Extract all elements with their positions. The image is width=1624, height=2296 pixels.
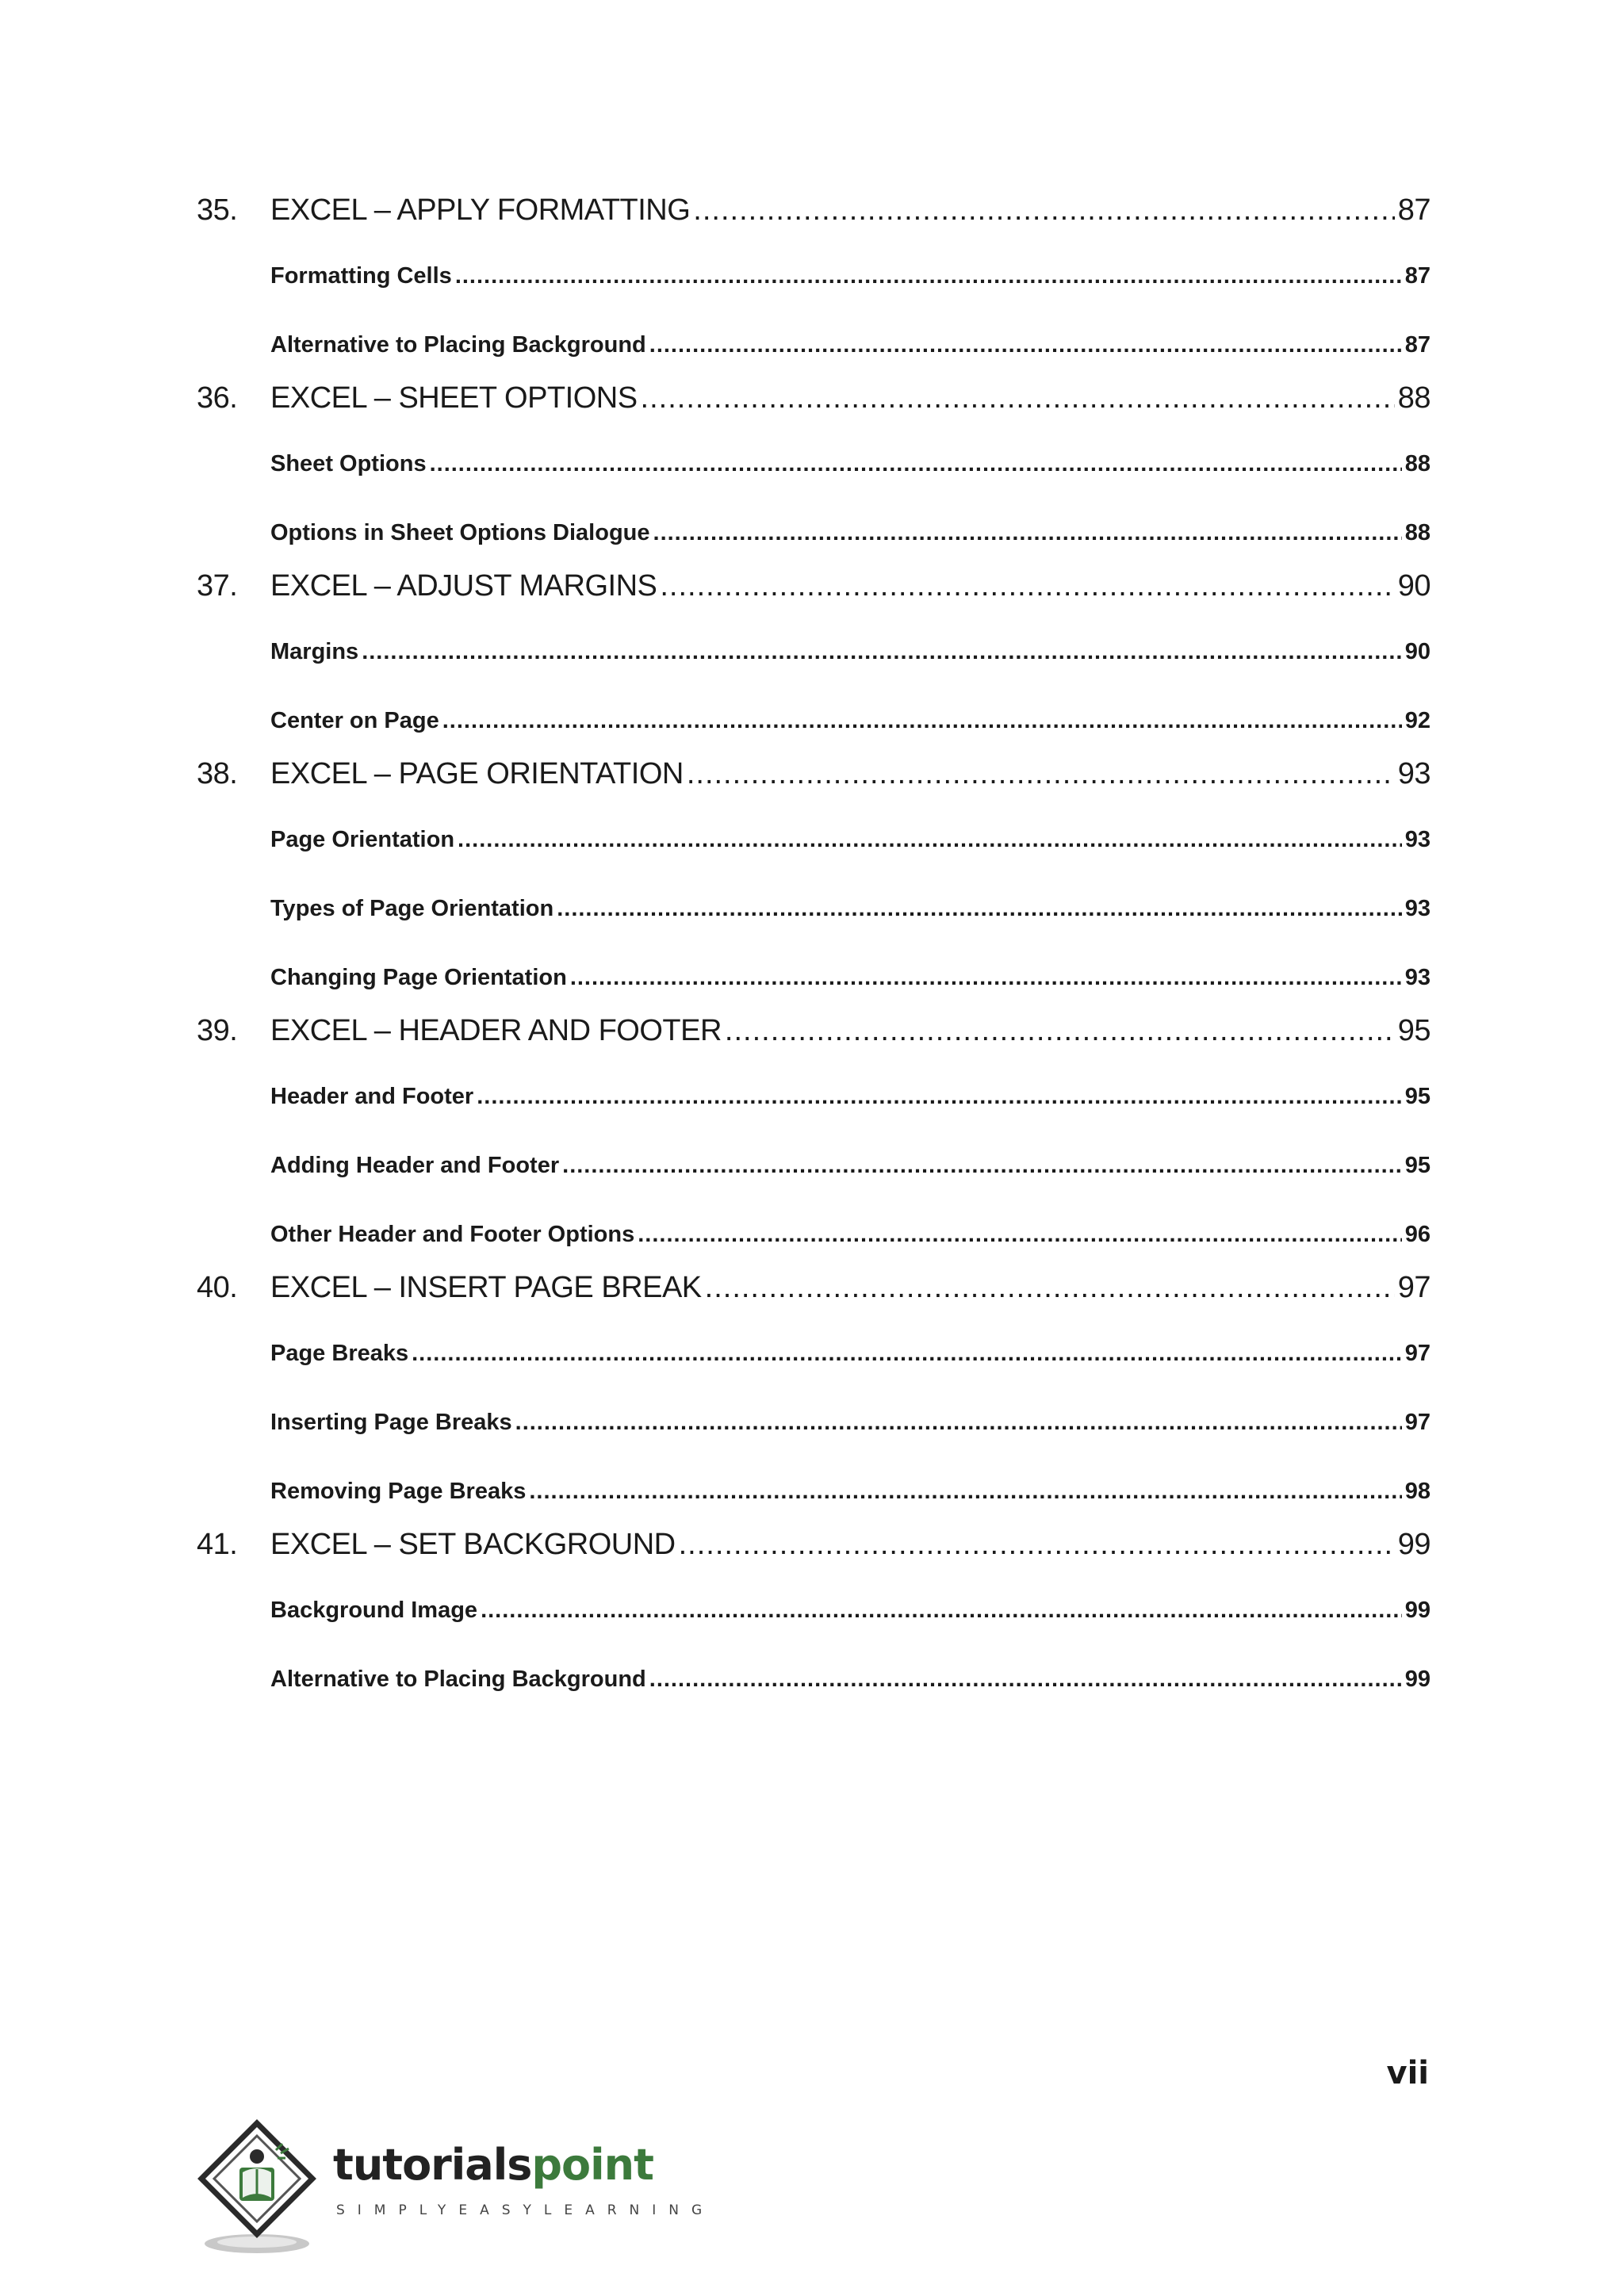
dot-leader xyxy=(529,1479,1401,1505)
section-page-number: 93 xyxy=(1404,827,1431,852)
section-title: Alternative to Placing Background xyxy=(270,332,646,358)
section-page-number: 90 xyxy=(1404,639,1431,664)
section-title: Center on Page xyxy=(270,708,439,733)
toc-chapter[interactable] xyxy=(197,569,1431,617)
section-title: Sheet Options xyxy=(270,451,427,476)
toc-section[interactable] xyxy=(270,639,1431,671)
dot-leader xyxy=(412,1341,1402,1367)
toc-section[interactable] xyxy=(270,1598,1431,1629)
toc-section[interactable] xyxy=(270,1084,1431,1115)
chapter-number: 41. xyxy=(197,1528,238,1561)
dot-leader xyxy=(430,451,1402,477)
toc-chapter[interactable] xyxy=(197,193,1431,241)
dot-leader xyxy=(641,381,1395,415)
section-page-number: 88 xyxy=(1404,520,1431,545)
dot-leader xyxy=(515,1410,1402,1436)
toc-section[interactable] xyxy=(270,1222,1431,1253)
dot-leader xyxy=(649,1667,1402,1693)
dot-leader xyxy=(687,757,1395,791)
section-title: Header and Footer xyxy=(270,1084,474,1109)
section-page-number: 97 xyxy=(1404,1410,1431,1435)
section-page-number: 99 xyxy=(1404,1598,1431,1623)
section-title: Options in Sheet Options Dialogue xyxy=(270,520,650,545)
section-page-number: 92 xyxy=(1404,708,1431,733)
section-title: Types of Page Orientation xyxy=(270,896,554,921)
dot-leader xyxy=(442,708,1402,734)
toc-chapter[interactable] xyxy=(197,1528,1431,1575)
section-page-number: 93 xyxy=(1404,896,1431,921)
chapter-page-number: 90 xyxy=(1397,569,1431,603)
section-page-number: 95 xyxy=(1404,1084,1431,1109)
table-of-contents xyxy=(197,193,1431,1698)
chapter-number: 37. xyxy=(197,569,238,603)
dot-leader xyxy=(362,639,1402,665)
toc-section[interactable] xyxy=(270,1341,1431,1372)
chapter-number: 35. xyxy=(197,193,238,227)
section-page-number: 87 xyxy=(1404,332,1431,358)
toc-section[interactable] xyxy=(270,332,1431,364)
dot-leader xyxy=(455,263,1402,289)
section-page-number: 87 xyxy=(1404,263,1431,289)
section-page-number: 99 xyxy=(1404,1667,1431,1692)
dot-leader xyxy=(477,1084,1402,1110)
logo-wordmark xyxy=(333,2140,653,2190)
chapter-page-number: 87 xyxy=(1397,193,1431,227)
dot-leader xyxy=(705,1271,1395,1305)
chapter-number: 39. xyxy=(197,1014,238,1047)
logo-tagline: SIMPLYEASYLEARNING xyxy=(336,2202,715,2218)
toc-chapter[interactable] xyxy=(197,1271,1431,1318)
chapter-page-number: 93 xyxy=(1397,757,1431,790)
dot-leader xyxy=(562,1153,1402,1179)
logo-word-tutorials: tutorials xyxy=(333,2140,532,2190)
chapter-title: EXCEL – INSERT PAGE BREAK xyxy=(270,1271,702,1304)
section-page-number: 97 xyxy=(1404,1341,1431,1366)
chapter-page-number: 97 xyxy=(1397,1271,1431,1304)
section-page-number: 88 xyxy=(1404,451,1431,476)
chapter-number: 38. xyxy=(197,757,238,790)
chapter-title: EXCEL – PAGE ORIENTATION xyxy=(270,757,684,790)
dot-leader xyxy=(693,193,1394,228)
dot-leader xyxy=(557,896,1402,922)
toc-section[interactable] xyxy=(270,1153,1431,1184)
section-title: Page Breaks xyxy=(270,1341,409,1366)
toc-section[interactable] xyxy=(270,965,1431,997)
section-title: Inserting Page Breaks xyxy=(270,1410,512,1435)
chapter-page-number: 99 xyxy=(1397,1528,1431,1561)
tutorialspoint-logo-icon xyxy=(193,2115,336,2258)
chapter-number: 36. xyxy=(197,381,238,415)
toc-chapter[interactable] xyxy=(197,757,1431,805)
chapter-title: EXCEL – SET BACKGROUND xyxy=(270,1528,676,1561)
chapter-title: EXCEL – SHEET OPTIONS xyxy=(270,381,638,415)
toc-chapter[interactable] xyxy=(197,381,1431,429)
dot-leader xyxy=(649,332,1402,358)
dot-leader xyxy=(653,520,1402,546)
section-title: Background Image xyxy=(270,1598,478,1623)
section-title: Margins xyxy=(270,639,359,664)
section-title: Other Header and Footer Options xyxy=(270,1222,635,1247)
section-page-number: 95 xyxy=(1404,1153,1431,1178)
toc-section[interactable] xyxy=(270,263,1431,295)
dot-leader xyxy=(679,1528,1395,1562)
toc-section[interactable] xyxy=(270,708,1431,740)
section-page-number: 98 xyxy=(1404,1479,1431,1504)
toc-section[interactable] xyxy=(270,827,1431,859)
dot-leader xyxy=(481,1598,1402,1624)
toc-section[interactable] xyxy=(270,520,1431,552)
chapter-page-number: 95 xyxy=(1397,1014,1431,1047)
chapter-title: EXCEL – HEADER AND FOOTER xyxy=(270,1014,722,1047)
section-title: Changing Page Orientation xyxy=(270,965,567,990)
chapter-title: EXCEL – APPLY FORMATTING xyxy=(270,193,691,227)
logo-word-point: point xyxy=(531,2140,653,2190)
toc-section[interactable] xyxy=(270,451,1431,483)
section-title: Page Orientation xyxy=(270,827,455,852)
page-number: vii xyxy=(1386,2055,1429,2091)
toc-section[interactable] xyxy=(270,896,1431,928)
chapter-number: 40. xyxy=(197,1271,238,1304)
dot-leader xyxy=(458,827,1402,853)
chapter-title: EXCEL – ADJUST MARGINS xyxy=(270,569,657,603)
section-title: Formatting Cells xyxy=(270,263,452,289)
tutorialspoint-logo xyxy=(193,2115,715,2258)
chapter-page-number: 88 xyxy=(1397,381,1431,415)
toc-section[interactable] xyxy=(270,1410,1431,1441)
toc-section[interactable] xyxy=(270,1479,1431,1510)
section-title: Removing Page Breaks xyxy=(270,1479,527,1504)
dot-leader xyxy=(570,965,1402,991)
toc-section[interactable] xyxy=(270,1667,1431,1698)
dot-leader xyxy=(725,1014,1395,1048)
section-title: Adding Header and Footer xyxy=(270,1153,560,1178)
section-page-number: 93 xyxy=(1404,965,1431,990)
toc-chapter[interactable] xyxy=(197,1014,1431,1062)
dot-leader xyxy=(638,1222,1402,1248)
section-page-number: 96 xyxy=(1404,1222,1431,1247)
section-title: Alternative to Placing Background xyxy=(270,1667,646,1692)
dot-leader xyxy=(660,569,1394,603)
